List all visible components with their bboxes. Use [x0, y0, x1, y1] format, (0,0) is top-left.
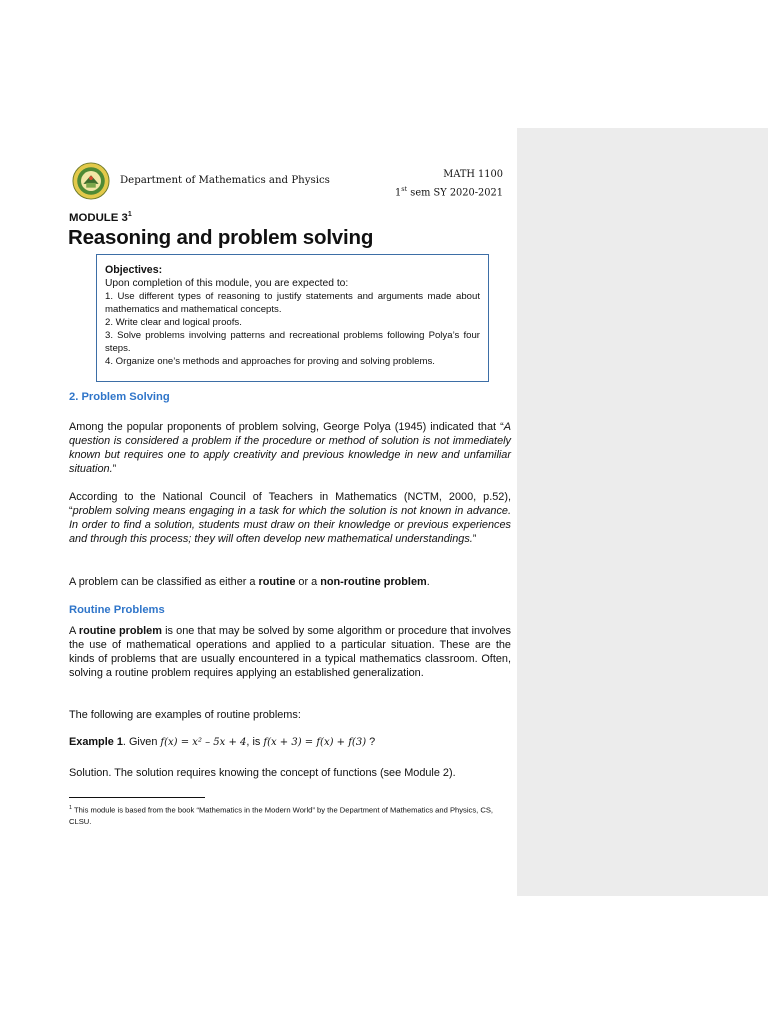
department-name: Department of Mathematics and Physics	[120, 175, 330, 186]
classification-paragraph: A problem can be classified as either a routine or a non-routine problem.	[69, 576, 430, 588]
example-1: Example 1. Given f(x) = x² – 5x + 4, is f(x + 3) = f(x) + f(3) ?	[69, 736, 376, 748]
page-title: Reasoning and problem solving	[68, 226, 374, 249]
footnote-separator	[69, 797, 205, 798]
routine-problems-heading: Routine Problems	[69, 604, 165, 616]
university-seal-logo	[72, 162, 110, 200]
objective-item: 1. Use different types of reasoning to justify statements and arguments made about mathematics and mathematical concepts.	[105, 291, 480, 315]
examples-intro: The following are examples of routine problems:	[69, 709, 301, 721]
course-code: MATH 1100	[443, 169, 503, 180]
semester: 1st sem SY 2020-2021	[394, 185, 503, 199]
objective-item: 3. Solve problems involving patterns and recreational problems following Polya’s four steps.	[105, 330, 480, 354]
objectives-intro: Upon completion of this module, you are expected to:	[105, 278, 349, 289]
module-label: MODULE $3^1$	[69, 211, 132, 224]
footnote-ref[interactable]: 1	[127, 211, 132, 218]
comment-pane	[517, 128, 768, 896]
nctm-paragraph: According to the National Council of Teachers in Mathematics (NCTM, 2000, p.52), “problem solving means engaging in a task for which the solution is not known in advance. In order to find a solution, students must draw on their knowledge or previous experiences and through this process; they will often develop new mathematical understandings.”	[69, 491, 511, 546]
objectives-heading: Objectives:	[105, 264, 163, 276]
objective-item: 2. Write clear and logical proofs.	[105, 317, 242, 328]
solution-text: Solution. The solution requires knowing the concept of functions (see Module 2).	[69, 767, 456, 779]
footnote: $^1$ This module is based from the book “Mathematics in the Modern World” by the Department of Mathematics and Physics, CS, CLSU.	[69, 805, 493, 826]
polya-paragraph: Among the popular proponents of problem solving, George Polya (1945) indicated that “A question is considered a problem if the procedure or method of solution is not immediately known but requires one to apply creativity and previous knowledge in new and unfamiliar situation.”	[69, 421, 511, 476]
routine-definition-paragraph: A routine problem is one that may be solved by some algorithm or procedure that involves the use of mathematical operations and applied to a particular situation. These are the kinds of problems that are usually encountered in a typical mathematics classroom. Often, solving a routine problem requires applying an established generalization.	[69, 625, 511, 680]
objective-item: 4. Organize one’s methods and approaches for proving and solving problems.	[105, 356, 435, 367]
objectives-box	[96, 254, 489, 382]
course-info	[395, 168, 503, 200]
section-heading: 2. Problem Solving	[69, 391, 170, 403]
